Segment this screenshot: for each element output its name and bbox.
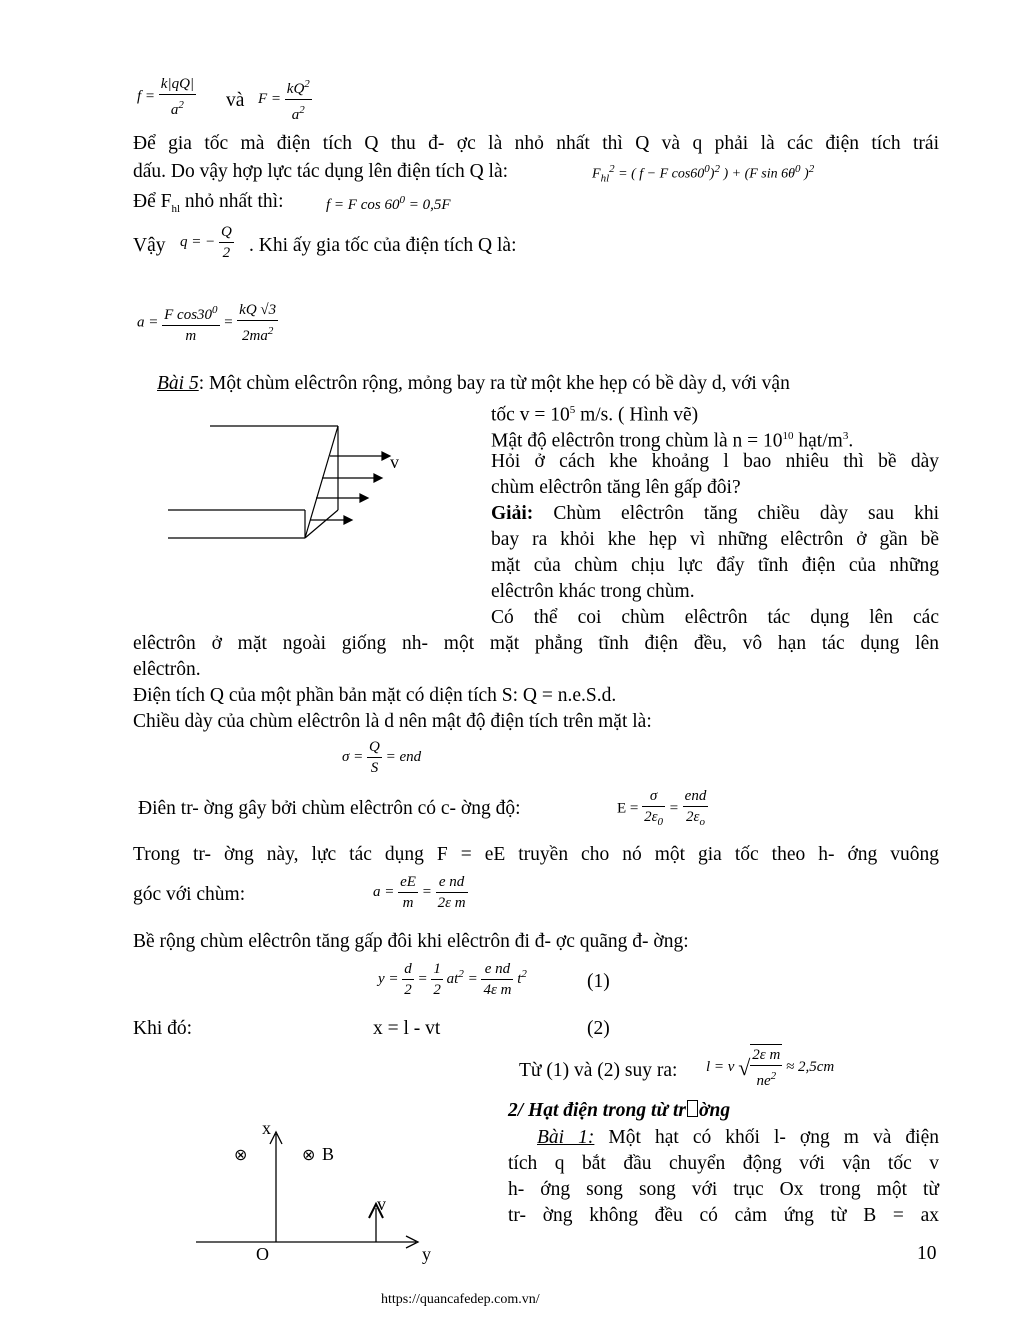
sec2-line1: Bài 1: Một hạt có khối l- ợng m và điện bbox=[537, 1127, 940, 1148]
y-axis-label: y bbox=[422, 1244, 431, 1264]
bai5-line6: Giải: Chùm elêctrôn tăng chiều dày sau khi bbox=[491, 503, 939, 524]
magnetic-field-figure bbox=[190, 1112, 440, 1272]
electron-beam-figure bbox=[160, 418, 420, 548]
para1-line2: dấu. Do vậy hợp lực tác dụng lên điện tích Q là: bbox=[133, 161, 509, 182]
bai5-line2: tốc $v = 10^5$ m/s. ( Hình vẽ) bbox=[491, 404, 699, 426]
bai5-line9: elêctrôn khác trong chùm. bbox=[491, 581, 695, 602]
perp-accel-eq: a = $\frac{eE}{m}$ = $\frac{\text{e nd}}{\text{2ε m}}$ bbox=[373, 874, 466, 911]
min-condition-eq: f = F $\cos 60^0 = 0,5F$ bbox=[326, 194, 451, 213]
q-value-eq: q = − $\frac{Q}{2}$ bbox=[180, 224, 232, 261]
para3-text: . Khi ấy gia tốc của điện tích Q là: bbox=[249, 235, 517, 256]
bai5-line3: Mật độ elêctrôn trong chùm là $n = 10^{10}$ hạt/$m^3$. bbox=[491, 430, 854, 452]
para1-line1: Để gia tốc mà điện tích Q thu đ- ợc là nhỏ nhất thì Q và q phải là các điện tích trái bbox=[133, 133, 939, 154]
result-text: Từ (1) và (2) suy ra: bbox=[519, 1060, 678, 1081]
eq1-tag: (1) bbox=[587, 971, 610, 992]
para3-label: Vậy bbox=[133, 235, 166, 256]
and-word: và bbox=[226, 90, 245, 111]
result-eq: l = v √ $\frac{\text{2ε m}}{ne^2}$ ≈ 2,5cm bbox=[706, 1044, 834, 1091]
field-B-label: B bbox=[322, 1144, 335, 1164]
width-line: Bề rộng chùm elêctrôn tăng gấp đôi khi elêctrôn đi đ- ợc quãng đ- ờng: bbox=[133, 931, 689, 952]
force-line: Trong tr- ờng này, lực tác dụng F = eE truyền cho nó một gia tốc theo h- ớng vuông bbox=[133, 844, 939, 865]
bai5-line11: elêctrôn ở mặt ngoài giống nh- một mặt phẳng tĩnh điện đều, vô hạn tác dụng lên bbox=[133, 633, 939, 654]
footer-url[interactable]: https://quancafedep.com.vn/ bbox=[381, 1292, 540, 1307]
formula-F: F = $\frac{kQ^2}{a^2}$ bbox=[258, 74, 312, 125]
displacement-eq: y = $\frac{d}{2}$ = $\frac{1}{2}$ $at^2$ = $\frac{\text{e nd}}{\text{4ε m}}$ $t^2$ bbox=[378, 961, 527, 998]
para2: Để $F_{hl}$ nhỏ nhất thì: bbox=[133, 191, 284, 215]
bai5-line4: Hỏi ở cách khe khoảng l bao nhiêu thì bề dày bbox=[491, 451, 939, 472]
formula-f: f = $\frac{k|qQ|}{a^2}$ bbox=[137, 76, 195, 118]
sigma-eq: σ = $\frac{Q}{S}$ = end bbox=[342, 739, 422, 776]
bai5-line10: Có thể coi chùm elêctrôn tác dụng lên các bbox=[491, 607, 939, 628]
x-axis-label: x bbox=[262, 1118, 271, 1138]
bai5-line7: bay ra khỏi khe hẹp vì những elêctrôn ở gần bề bbox=[491, 529, 939, 550]
acceleration-eq: a = $\frac{F \cos 30^0}{m}$ = $\frac{kQ √3}{2ma^2}$ bbox=[137, 302, 277, 344]
sec2-line4: tr- ờng không đều có cảm ứng từ B = ax bbox=[508, 1205, 939, 1226]
field-eq: E = $\frac{\sigma}{2\varepsilon_0}$ = $\frac{\text{end}}{2\varepsilon_o}$ bbox=[617, 788, 707, 828]
bai5-line8: mặt của chùm chịu lực đẩy tĩnh điện của những bbox=[491, 555, 939, 576]
field-into-page-icon-2: ⊗ bbox=[302, 1145, 316, 1164]
bai5-line12: elêctrôn. bbox=[133, 659, 201, 680]
perp-line: góc với chùm: bbox=[133, 884, 246, 905]
origin-label: O bbox=[256, 1244, 269, 1264]
field-into-page-icon: ⊗ bbox=[234, 1145, 248, 1164]
velocity-label: v bbox=[377, 1194, 386, 1214]
thickness-line: Chiều dày của chùm elêctrôn là d nên mật độ điện tích trên mặt là: bbox=[133, 711, 652, 732]
bai5-line5: chùm elêctrôn tăng lên gấp đôi? bbox=[491, 477, 741, 498]
section2-heading: 2/ Hạt điện trong từ tr ờng bbox=[508, 1100, 731, 1121]
page-number: 10 bbox=[917, 1243, 937, 1264]
resultant-force-eq: $F_{hl}^2$ = ( f − F $\cos 60^0)^2$ ) + (F $\sin 6\theta^0$ )$^2$ bbox=[592, 163, 815, 185]
sec2-line2: tích q bắt đầu chuyển động với vận tốc v bbox=[508, 1153, 939, 1174]
sec2-line3: h- ớng song song với trục Ox trong một từ bbox=[508, 1179, 939, 1200]
charge-line: Điện tích Q của một phần bản mặt có diện tích S: Q = n.e.S.d. bbox=[133, 685, 617, 706]
beam-velocity-label: v bbox=[390, 452, 399, 472]
khi-do: Khi đó: bbox=[133, 1018, 193, 1039]
eq2-tag: (2) bbox=[587, 1018, 610, 1039]
x-eq: x = l - vt bbox=[373, 1018, 441, 1039]
bai5-line1: Bài 5: Một chùm elêctrôn rộng, mỏng bay ra từ một khe hẹp có bề dày d, với vận bbox=[157, 373, 790, 394]
field-line: Điên tr- ờng gây bởi chùm elêctrôn có c- ờng độ: bbox=[138, 798, 521, 819]
